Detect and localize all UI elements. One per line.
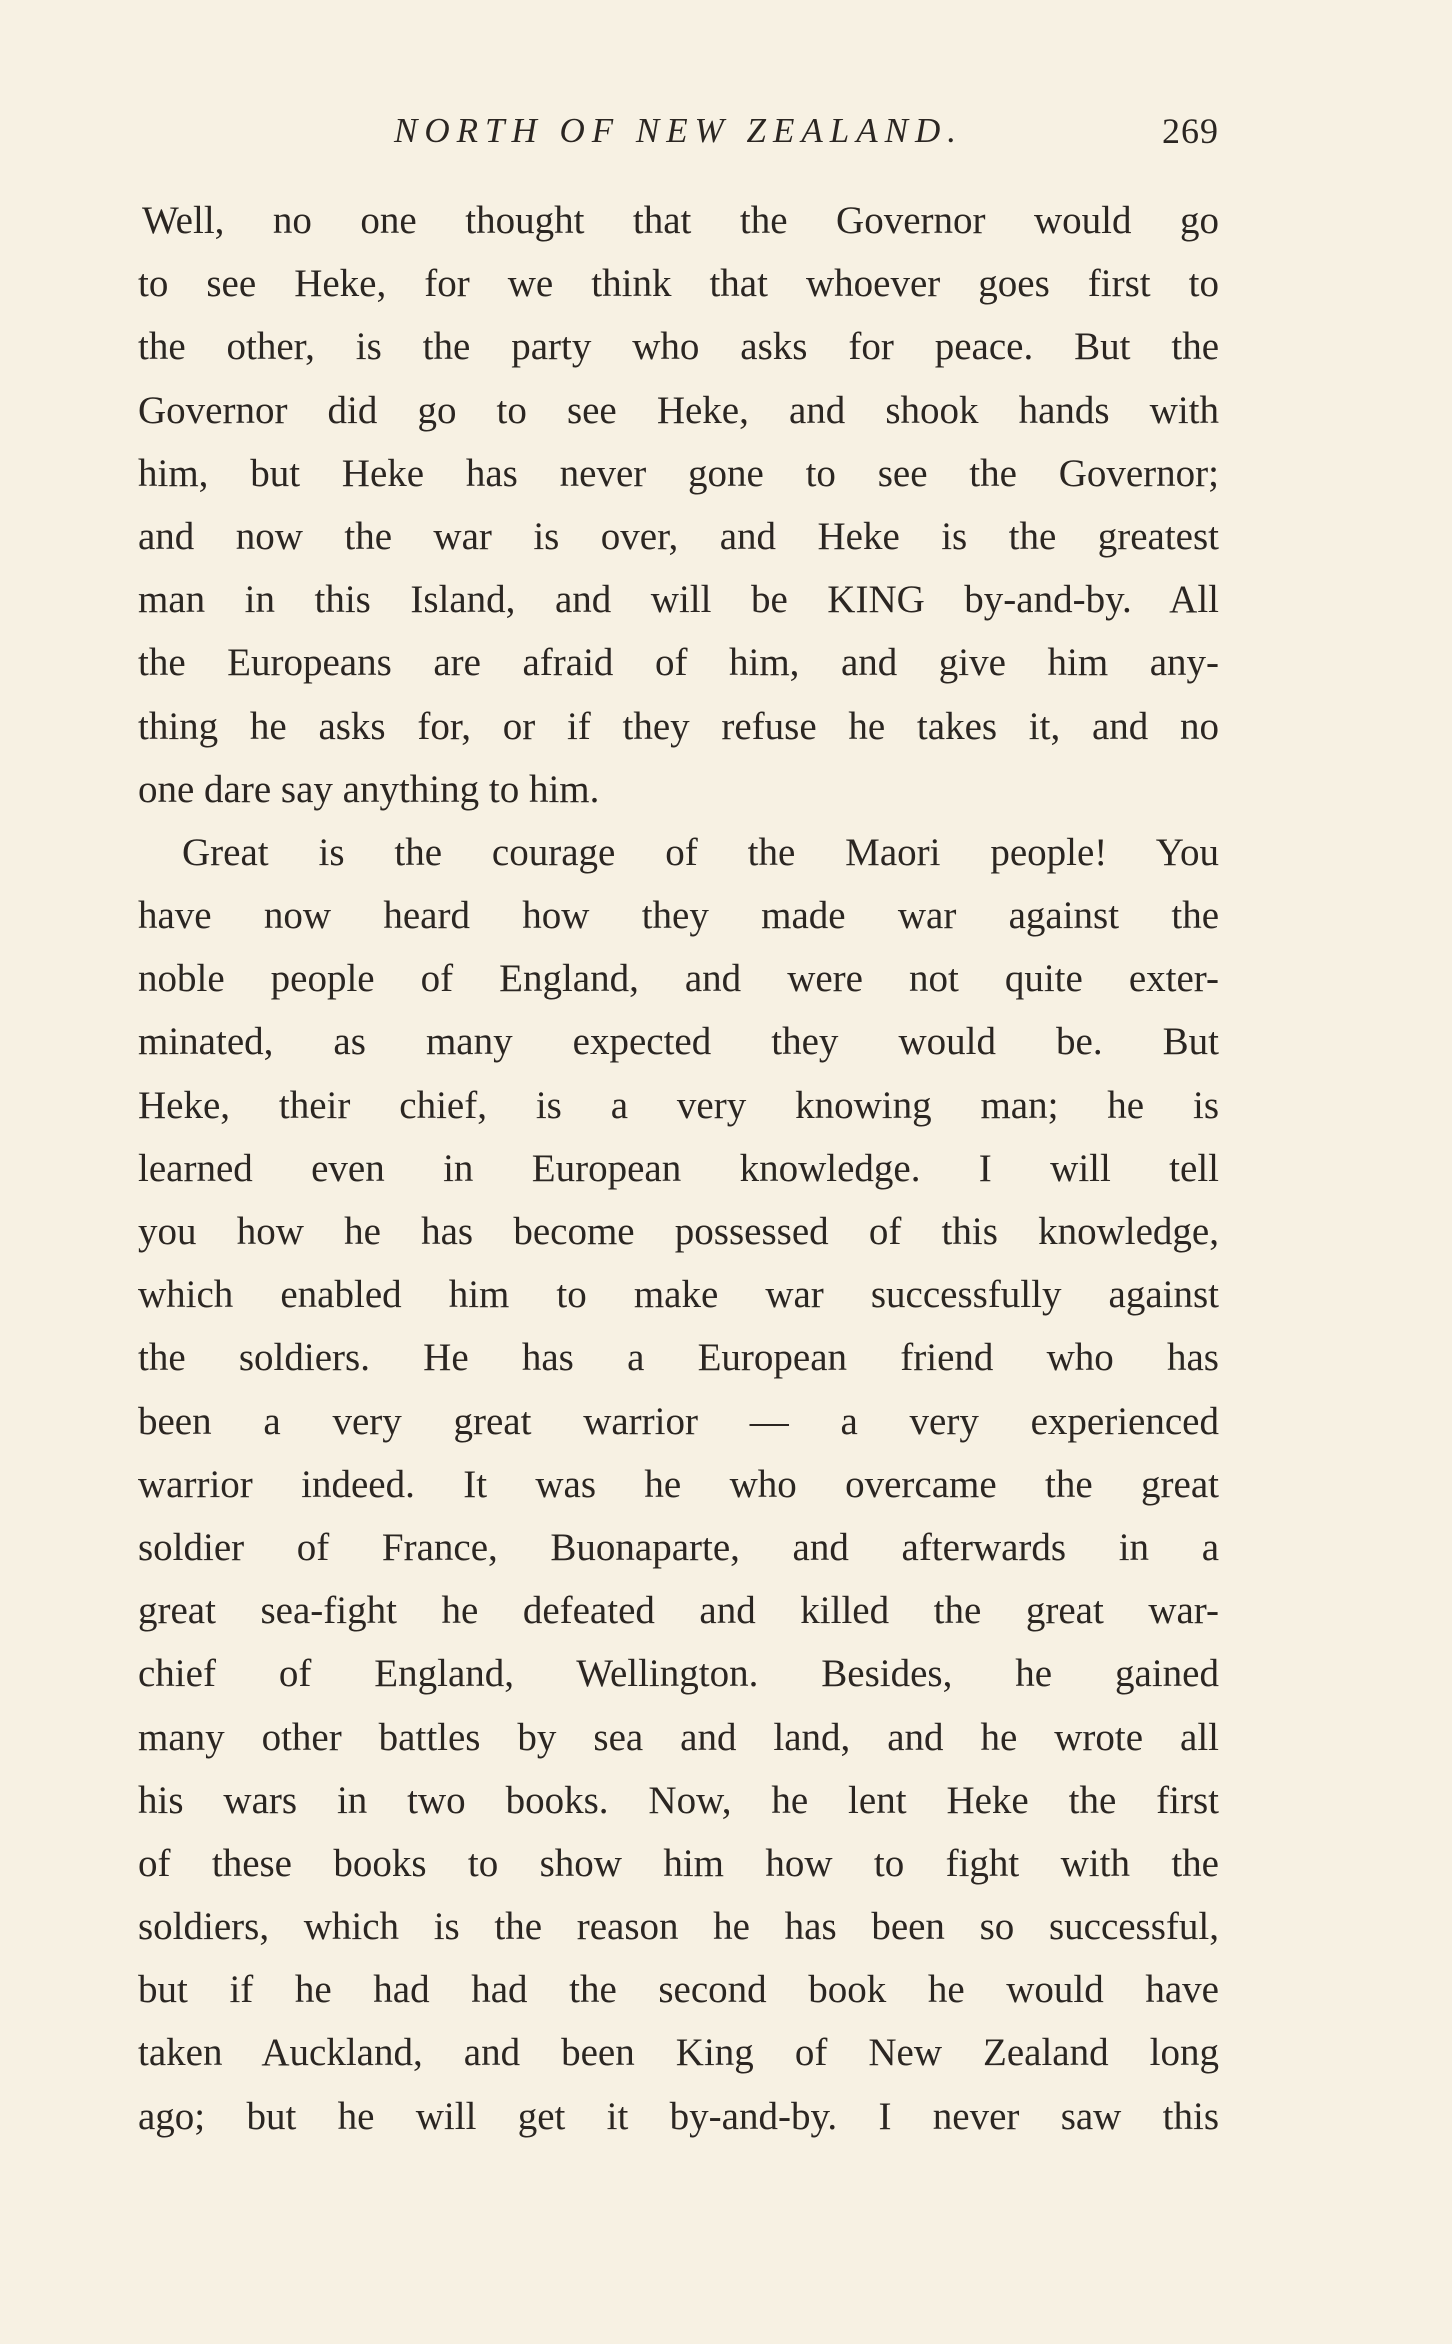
text-line: soldier of France, Buonaparte, and afterwards in a [138,1525,1219,1569]
text-line: many other battles by sea and land, and he wrote all [138,1715,1219,1759]
body-text [138,189,1219,2148]
text-line: been a very great warrior — a very experienced [138,1399,1219,1443]
text-line: thing he asks for, or if they refuse he takes it, and no [138,704,1219,748]
text-line: taken Auckland, and been King of New Zealand long [138,2031,1219,2075]
text-line: the soldiers. He has a European friend who has [138,1336,1219,1380]
text-line: Well, no one thought that the Governor would go [142,199,1219,242]
text-line: the Europeans are afraid of him, and give him any- [138,641,1219,685]
text-line: you how he has become possessed of this knowledge, [138,1210,1219,1253]
text-line: the other, is the party who asks for peace. But the [138,325,1219,369]
text-line: his wars in two books. Now, he lent Heke the first [138,1778,1219,1822]
text-line: great sea-fight he defeated and killed the great war- [138,1589,1219,1633]
running-head [138,104,1219,158]
text-line: minated, as many expected they would be. But [138,1020,1219,1064]
text-line: noble people of England, and were not quite exter- [138,957,1219,1001]
text-line: soldiers, which is the reason he has been so successful, [138,1905,1219,1949]
text-line: of these books to show him how to fight with the [138,1841,1219,1885]
text-line: one dare say anything to him. [138,767,600,811]
text-line: chief of England, Wellington. Besides, he gained [138,1652,1219,1696]
page-number: 269 [1162,111,1219,151]
text-line: and now the war is over, and Heke is the greatest [138,514,1219,558]
text-line: ago; but he will get it by-and-by. I never saw this [138,2094,1219,2138]
text-line: Great is the courage of the Maori people! You [182,830,1219,874]
text-line: Governor did go to see Heke, and shook hands with [138,388,1219,432]
text-line: Heke, their chief, is a very knowing man; he is [138,1083,1219,1127]
text-line: but if he had had the second book he would have [138,1968,1219,2012]
text-line: him, but Heke has never gone to see the Governor; [138,451,1219,495]
text-line: warrior indeed. It was he who overcame the great [138,1462,1219,1506]
text-line: have now heard how they made war against the [138,894,1219,938]
text-line: man in this Island, and will be KING by-and-by. All [138,578,1219,622]
running-title: NORTH OF NEW ZEALAND. [394,111,963,150]
text-line: which enabled him to make war successfully against [138,1273,1219,1317]
text-line: to see Heke, for we think that whoever goes first to [138,262,1219,306]
text-line: learned even in European knowledge. I will tell [138,1146,1219,1190]
